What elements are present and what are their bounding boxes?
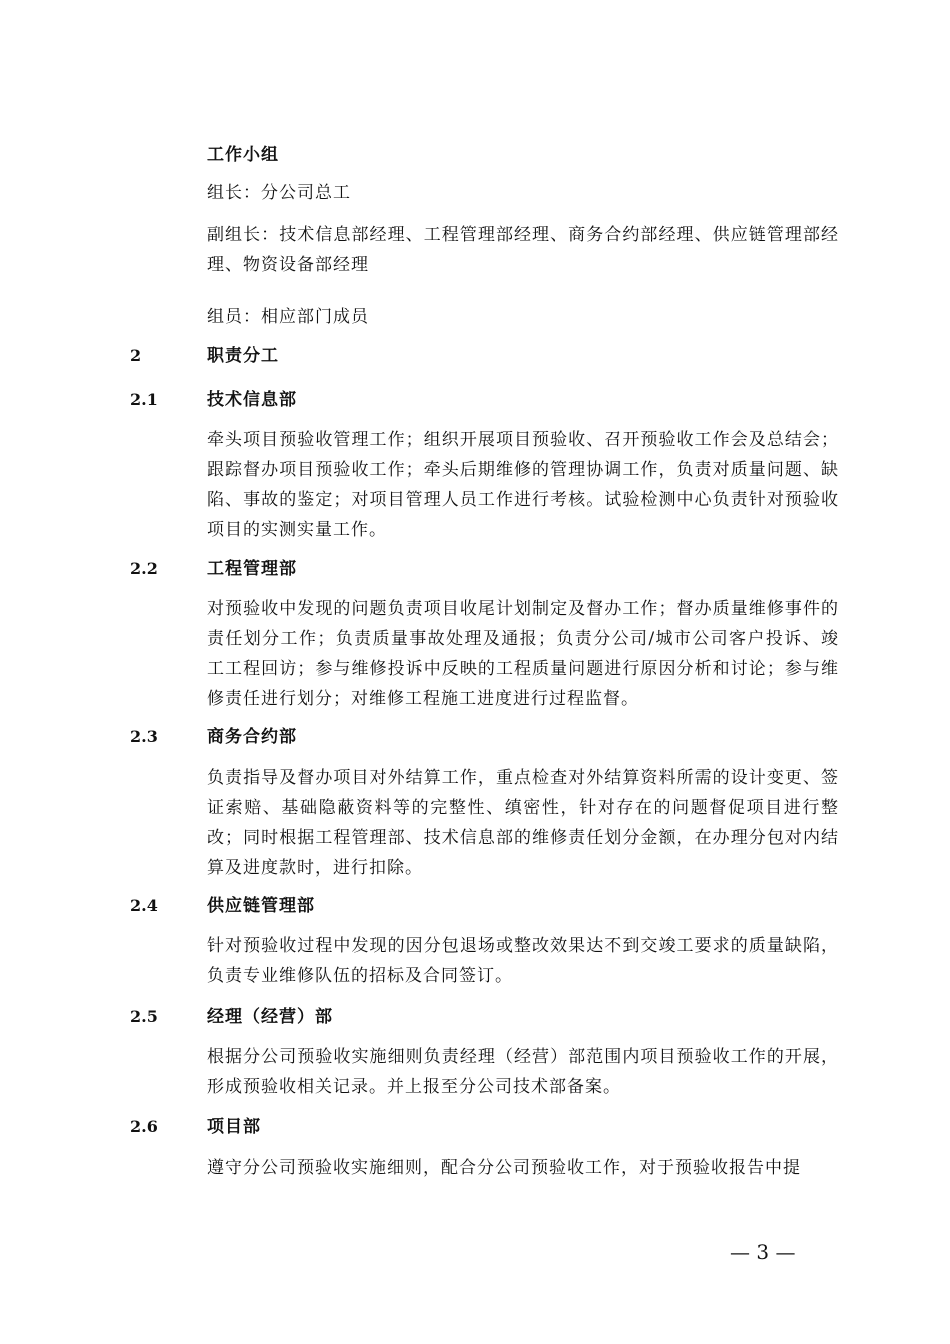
section-body: 负责指导及督办项目对外结算工作，重点检查对外结算资料所需的设计变更、签证索赔、基础隐蔽资料等的完整性、缜密性，针对存在的问题督促项目进行整改；同时根据工程管理部、技术信息部的维修责任划分金额，在办理分包对内结算及进度款时，进行扣除。: [207, 768, 839, 878]
group-leader: 组长：分公司总工: [207, 183, 351, 203]
section-heading: 经理（经营）部: [207, 1007, 333, 1027]
section-body: 牵头项目预验收管理工作；组织开展项目预验收、召开预验收工作会及总结会；跟踪督办项目预验收工作；牵头后期维修的管理协调工作，负责对质量问题、缺陷、事故的鉴定；对项目管理人员工作进行考核。试验检测中心负责针对预验收项目的实测实量工作。: [207, 430, 839, 540]
section-body: 遵守分公司预验收实施细则，配合分公司预验收工作，对于预验收报告中提: [207, 1158, 801, 1178]
group-deputy: 副组长：技术信息部经理、工程管理部经理、商务合约部经理、供应链管理部经理、物资设备部经理: [207, 225, 839, 275]
section-body: 对预验收中发现的问题负责项目收尾计划制定及督办工作；督办质量维修事件的责任划分工作；负责质量事故处理及通报；负责分公司/城市公司客户投诉、竣工工程回访；参与维修投诉中反映的工程质量问题进行原因分析和讨论；参与维修责任进行划分；对维修工程施工进度进行过程监督。: [207, 599, 839, 709]
section-heading: 供应链管理部: [207, 896, 315, 916]
page-number: — 3 —: [730, 1240, 796, 1264]
section-number: 2.2: [130, 559, 158, 578]
section-heading: 商务合约部: [207, 727, 297, 747]
section-heading: 技术信息部: [207, 390, 297, 410]
section-body: 针对预验收过程中发现的因分包退场或整改效果达不到交竣工要求的质量缺陷，负责专业维修队伍的招标及合同签订。: [207, 936, 839, 986]
section-number: 2.3: [130, 727, 158, 746]
group-members: 组员：相应部门成员: [207, 307, 369, 327]
section-number: 2: [130, 346, 142, 365]
section-heading: 职责分工: [207, 346, 279, 366]
section-body: 根据分公司预验收实施细则负责经理（经营）部范围内项目预验收工作的开展，形成预验收相关记录。并上报至分公司技术部备案。: [207, 1047, 839, 1097]
section-number: 2.4: [130, 896, 158, 915]
section-number: 2.5: [130, 1007, 158, 1026]
section-number: 2.6: [130, 1117, 158, 1136]
group-title: 工作小组: [207, 145, 279, 165]
section-heading: 项目部: [207, 1117, 261, 1137]
section-number: 2.1: [130, 390, 158, 409]
section-heading: 工程管理部: [207, 559, 297, 579]
